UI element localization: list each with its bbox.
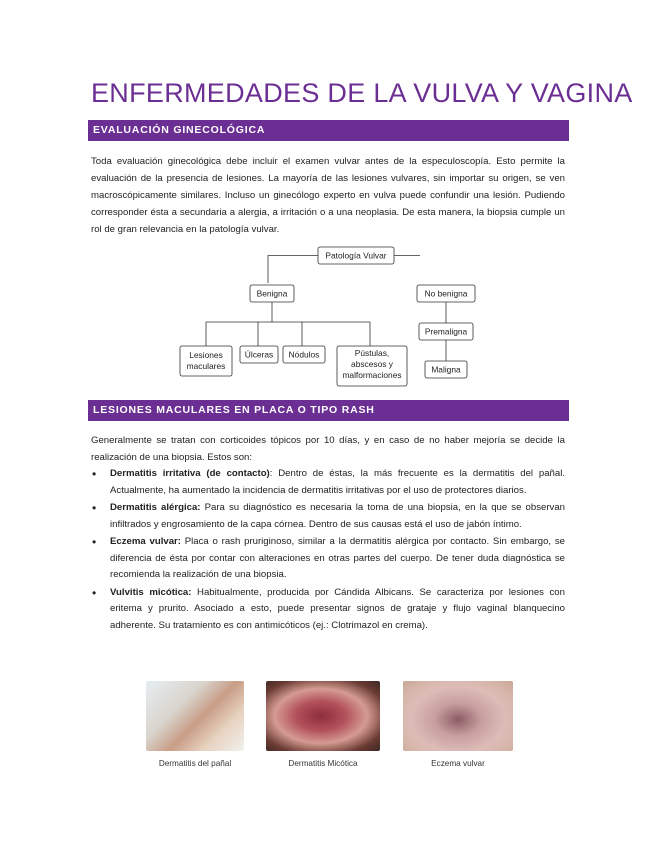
list-item-term: Dermatitis irritativa (de contacto) bbox=[110, 468, 270, 479]
list-item-term: Dermatitis alérgica: bbox=[110, 502, 201, 513]
section-heading-lesiones: LESIONES MACULARES EN PLACA O TIPO RASH bbox=[88, 400, 569, 421]
tree-malignant-label: Maligna bbox=[431, 364, 461, 375]
list-item-text: Habitualmente, producida por Cándida Albicans. Se caracteriza por lesiones con eritema y prurito. Asociado a esto, puede presentar signos de grataje y flujo vaginal blanquecino adherente. Su tratamiento es con antimicóticos (ej.: Clotrimazol en crema). bbox=[110, 586, 565, 631]
photo-caption: Dermatitis Micótica bbox=[288, 759, 358, 768]
tree-benign-label: Benigna bbox=[256, 288, 288, 299]
clinical-photo-diaper-dermatitis bbox=[146, 681, 244, 751]
list-item-text: Para su diagnóstico es necesaria la toma de una biopsia, en la que se observan infiltrados y engrosamiento de la capa córnea. Dentro de sus causas está el uso de jabón íntimo. bbox=[110, 502, 566, 530]
section-heading-evaluacion: EVALUACIÓN GINECOLÓGICA bbox=[88, 120, 569, 141]
tree-ulceras-label: Úlceras bbox=[244, 349, 274, 360]
list-item bbox=[91, 466, 565, 499]
lesion-list bbox=[91, 466, 565, 635]
list-item-text: : Dentro de éstas, la más frecuente es la dermatitis del pañal. Actualmente, ha aumentado la incidencia de dermatitis irritativas por el uso de protectores diarios. bbox=[110, 468, 565, 496]
list-item-term: Eczema vulvar: bbox=[110, 536, 181, 547]
tree-lesiones-label-2: maculares bbox=[186, 361, 226, 371]
tree-nodulos-label: Nódulos bbox=[288, 349, 320, 360]
tree-pustulas-label-2: abscesos y bbox=[351, 359, 393, 369]
page-title: ENFERMEDADES DE LA VULVA Y VAGINA bbox=[91, 78, 633, 108]
pathology-tree-right-branch bbox=[400, 243, 520, 388]
photo-caption: Eczema vulvar bbox=[431, 759, 485, 768]
tree-pustulas-label-3: malformaciones bbox=[342, 370, 402, 380]
photo-caption: Dermatitis del pañal bbox=[158, 759, 232, 768]
tree-root-label: Patología Vulvar bbox=[325, 250, 387, 261]
pathology-tree-diagram bbox=[170, 243, 420, 388]
list-item bbox=[91, 534, 565, 584]
paragraph-lesiones-intro: Generalmente se tratan con corticoides tópicos por 10 días, y en caso de no haber mejoría se decide la realización de una biopsia. Estos son: bbox=[91, 435, 565, 463]
paragraph-evaluacion: Toda evaluación ginecológica debe incluir el examen vulvar antes de la especuloscopía. Esto permite la evaluación de la presencia de lesiones. La mayoría de las lesiones vulvares, sin importar su origen, se ven macroscópicamente similares. Incluso un ginecólogo experto en vulva puede confundir una lesión. Pudiendo corresponder ésta a secundaria a alergia, a irritación o a una neoplasia. De esta manera, la biopsia cumple un rol de gran relevancia en la patología vulvar. bbox=[91, 156, 565, 235]
clinical-photo-vulvar-eczema bbox=[403, 681, 513, 751]
tree-not-benign-label: No benigna bbox=[424, 288, 468, 299]
tree-lesiones-label-1: Lesiones bbox=[189, 350, 223, 360]
clinical-photo-mycotic-dermatitis bbox=[266, 681, 380, 751]
list-item bbox=[91, 585, 565, 635]
list-item-text: Placa o rash pruriginoso, similar a la dermatitis alérgica por contacto. Sin embargo, se diferencia de ésta por contar con alteraciones en otras partes del cuerpo. De tener duda diagnóstica se recomienda la realización de una biopsia. bbox=[110, 536, 566, 580]
list-item bbox=[91, 500, 565, 533]
list-item-term: Vulvitis micótica: bbox=[110, 586, 192, 598]
tree-premalignant-label: Premaligna bbox=[424, 326, 468, 337]
tree-pustulas-label-1: Pústulas, bbox=[354, 348, 390, 358]
